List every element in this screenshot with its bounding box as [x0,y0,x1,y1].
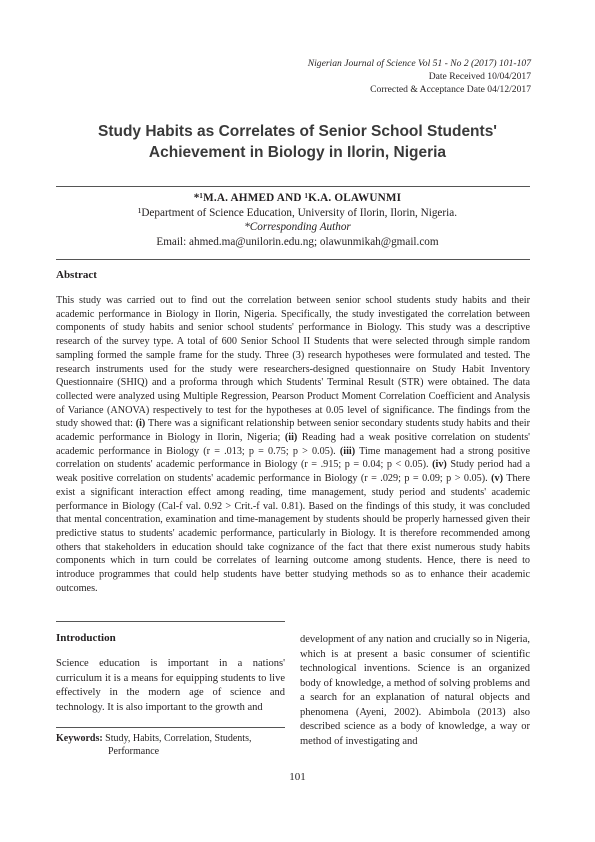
finding-marker-4: (iv) [432,459,447,471]
paper-title [56,121,539,163]
finding-marker-1: (i) [135,418,146,430]
date-accepted: Corrected & Acceptance Date 04/12/2017 [370,84,531,95]
introduction-left-column: Science education is important in a nations' curriculum it is a means for equipping students to live effectively in the modern age of science and technology. It is also important to the growth and [56,658,285,713]
abstract-text-2: There was a significant relationship between senior secondary students study habits and their academic performance in Biology in Ilorin, Nigeria; [56,418,530,444]
page-number: 101 [289,771,306,783]
abstract-text-1: This study was carried out to find out the correlation between senior school students study habits and their academic performance in Biology in Ilorin, Nigeria. Specifically, the study investigated the correlation between components of study habits and senior school students' performance in Biology. This study was a descriptive research of the survey type. A total of 600 Senior School II Students that were selected through simple random sampling formed the sample frame for the study. Three (3) research hypotheses were formulated and tested. The research instruments used for the study were researchers-designed questionnaire on Study Habit Inventory Questionnaire (SHIQ) and a proforma through which Students' Terminal Result (STR) were obtained. The data collected were analyzed using Multiple Regression, Pearson Product Moment Correlation Coefficient and Analysis of Variance (ANOVA) respectively to test for the hypotheses at 0.05 level of significance. The findings from the study showed that: [56,295,530,430]
abstract-text-4: Time management had a strong positive correlation on students' academic performance in Biology (r = .915; p = 0.04; p < 0.05). [56,445,530,471]
introduction-heading: Introduction [56,632,116,644]
keywords-label: Keywords: [56,733,103,744]
title-line-2: Achievement in Biology in Ilorin, Nigeria [148,144,447,161]
abstract-text-3: Reading had a weak positive correlation on students' academic performance in Biology (r = .013; p = 0.75; p > 0.05). [56,432,530,457]
journal-header [308,57,531,96]
introduction-right-column: development of any nation and crucially so in Nigeria, which is at present a basic consumer of scientific technological inventions. Science is an organized body of knowledge, a method of solving problems and a search for an explanation of natural objects and phenomena (Ayeni, 2002). Abimbola (2013) also described science as a body of knowledge, a way or method of investigating and [300,634,530,747]
title-line-1: Study Habits as Correlates of Senior School Students' [97,123,497,140]
abstract-heading: Abstract [56,269,97,281]
divider-abstract [56,259,530,260]
finding-marker-5: (v) [491,473,503,485]
journal-citation: Nigerian Journal of Science Vol 51 - No 2 (2017) 101-107 [307,58,531,69]
author-names: *¹M.A. AHMED AND ¹K.A. OLAWUNMI [193,192,402,204]
abstract-text-5: Study period had a weak positive correlation on students' academic performance in Biology (r = .029; p = 0.09; p > 0.05). [56,459,530,485]
corresponding-author: *Corresponding Author [244,221,351,233]
keywords-block [56,733,285,758]
abstract-body [56,294,530,595]
finding-marker-3: (iii) [339,445,356,457]
author-email: Email: ahmed.ma@unilorin.edu.ng; olawunmikah@gmail.com [156,235,439,248]
divider-intro [56,621,285,622]
date-received: Date Received 10/04/2017 [428,71,531,82]
divider-keywords [56,727,285,728]
author-affiliation: ¹Department of Science Education, University of Ilorin, Ilorin, Nigeria. [138,206,457,219]
author-block [56,191,539,249]
finding-marker-2: (ii) [284,432,298,444]
divider-top [56,186,530,187]
keywords-line-2: Performance [108,745,160,757]
keywords-line-1: Study, Habits, Correlation, Students, [102,733,252,744]
abstract-text-6: There exist a significant interaction effect among reading, time management, study period and students' academic performance in Biology (Cal-f val. 0.92 > Crit.-f val. 0.81). Based on the findings of this study, it was concluded that mental concentration, examination and time-management by students should be properly harnessed given their predictive status to students' academic performance, particularly in Biology. It is therefore recommended among others that stakeholders in education should take cognizance of the fact that there exist numerous study habits components which in turn could be correlates of learning outcome among students. Hence, there is need to introduce programmes that could help students have better studying methods so as to enhance their academic outcomes. [56,473,530,594]
